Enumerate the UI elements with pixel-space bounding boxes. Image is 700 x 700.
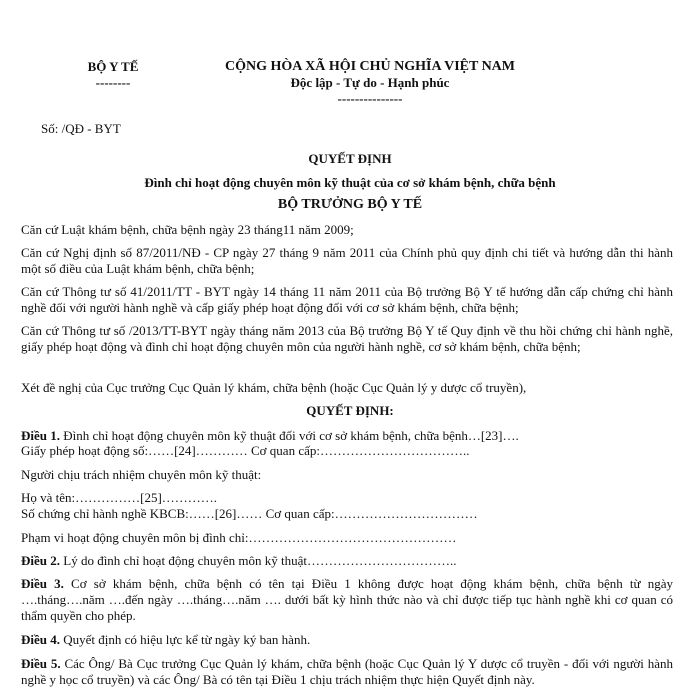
motto-rule: --------------- (337, 91, 403, 106)
certificate-line: Số chứng chỉ hành nghề KBCB:……[26]…… Cơ quan cấp:…………………………… (21, 506, 478, 521)
article-3 (21, 576, 673, 624)
ground-circular-41: Căn cứ Thông tư số 41/2011/TT - BYT ngày 14 tháng 11 năm 2011 của Bộ trưởng Bộ Y tế hướng dẫn cấp chứng chỉ hành nghề đối với người hành nghề và cấp giấy phép hoạt động đối với cơ sở khám bệnh, chữa bệnh; (21, 284, 673, 315)
article-1-text: Đình chỉ hoạt động chuyên môn kỹ thuật đối với cơ sở khám bệnh, chữa bệnh…[23]…. (60, 428, 519, 443)
article-3-text: Cơ sở khám bệnh, chữa bệnh có tên tại Điều 1 không được hoạt động khám bệnh, chữa bệnh từ ngày ….tháng….năm ….đến ngày ….tháng….năm …. dưới bất kỳ hình thức nào và chỉ được tiếp tục hành nghề khi cơ quan có thẩm quyền cho phép. (21, 576, 673, 623)
article-5-text: Các Ông/ Bà Cục trưởng Cục Quản lý khám, chữa bệnh (hoặc Cục Quản lý Y dược cổ truyền - đối với người hành nghề y học cổ truyền) và các Ông/ Bà có tên tại Điều 1 chịu trách nhiệm thực hiện Quyết định này. (21, 656, 674, 687)
issuer-title: BỘ TRƯỞNG BỘ Y TẾ (277, 197, 423, 212)
article-2-text: Lý do đình chỉ hoạt động chuyên môn kỹ thuật…………………………….. (60, 553, 457, 568)
responsible-person-heading: Người chịu trách nhiệm chuyên môn kỹ thuật: (21, 467, 262, 482)
article-4-text: Quyết định có hiệu lực kể từ ngày ký ban hành. (60, 632, 311, 647)
article-5-label: Điều 5. (21, 656, 61, 671)
decision-heading: QUYẾT ĐỊNH: (306, 403, 394, 418)
license-line: Giấy phép hoạt động số:……[24]………… Cơ quan cấp:…………………………….. (21, 443, 470, 458)
ground-law: Căn cứ Luật khám bệnh, chữa bệnh ngày 23 tháng11 năm 2009; (21, 222, 354, 237)
ministry-name: BỘ Y TẾ (87, 59, 139, 74)
article-2 (21, 553, 673, 569)
article-4-label: Điều 4. (21, 632, 60, 647)
document-type: QUYẾT ĐỊNH (308, 151, 392, 166)
ground-circular-2013: Căn cứ Thông tư số /2013/TT-BYT ngày tháng năm 2013 của Bộ trưởng Bộ Y tế Quy định về thu hồi chứng chỉ hành nghề, giấy phép hoạt động và đình chỉ hoạt động chuyên môn của người hành nghề, cơ sở khám bệnh, chữa bệnh; (21, 323, 673, 354)
article-1 (21, 428, 673, 444)
article-2-label: Điều 2. (21, 553, 60, 568)
ground-decree: Căn cứ Nghị định số 87/2011/NĐ - CP ngày 27 tháng 9 năm 2011 của Chính phủ quy định chi tiết và hướng dẫn thi hành một số điều của Luật khám bệnh, chữa bệnh; (21, 245, 673, 276)
article-3-label: Điều 3. (21, 576, 64, 591)
article-1-label: Điều 1. (21, 428, 60, 443)
fullname-line: Họ và tên:……………[25]…………. (21, 490, 218, 505)
proposal: Xét đề nghị của Cục trưởng Cục Quản lý khám, chữa bệnh (hoặc Cục Quản lý y dược cổ truyền), (21, 380, 527, 395)
article-4 (21, 632, 673, 648)
motto: Độc lập - Tự do - Hạnh phúc (290, 75, 450, 90)
suspended-scope-line: Phạm vi hoạt động chuyên môn bị đình chỉ:………………………………………… (21, 530, 457, 545)
document-subject: Đình chỉ hoạt động chuyên môn kỹ thuật của cơ sở khám bệnh, chữa bệnh (144, 175, 556, 190)
document-number: Số: /QĐ - BYT (41, 121, 121, 136)
nation-title: CỘNG HÒA XÃ HỘI CHỦ NGHĨA VIỆT NAM (224, 59, 515, 74)
ministry-rule: -------- (95, 75, 131, 90)
article-5 (21, 656, 673, 688)
